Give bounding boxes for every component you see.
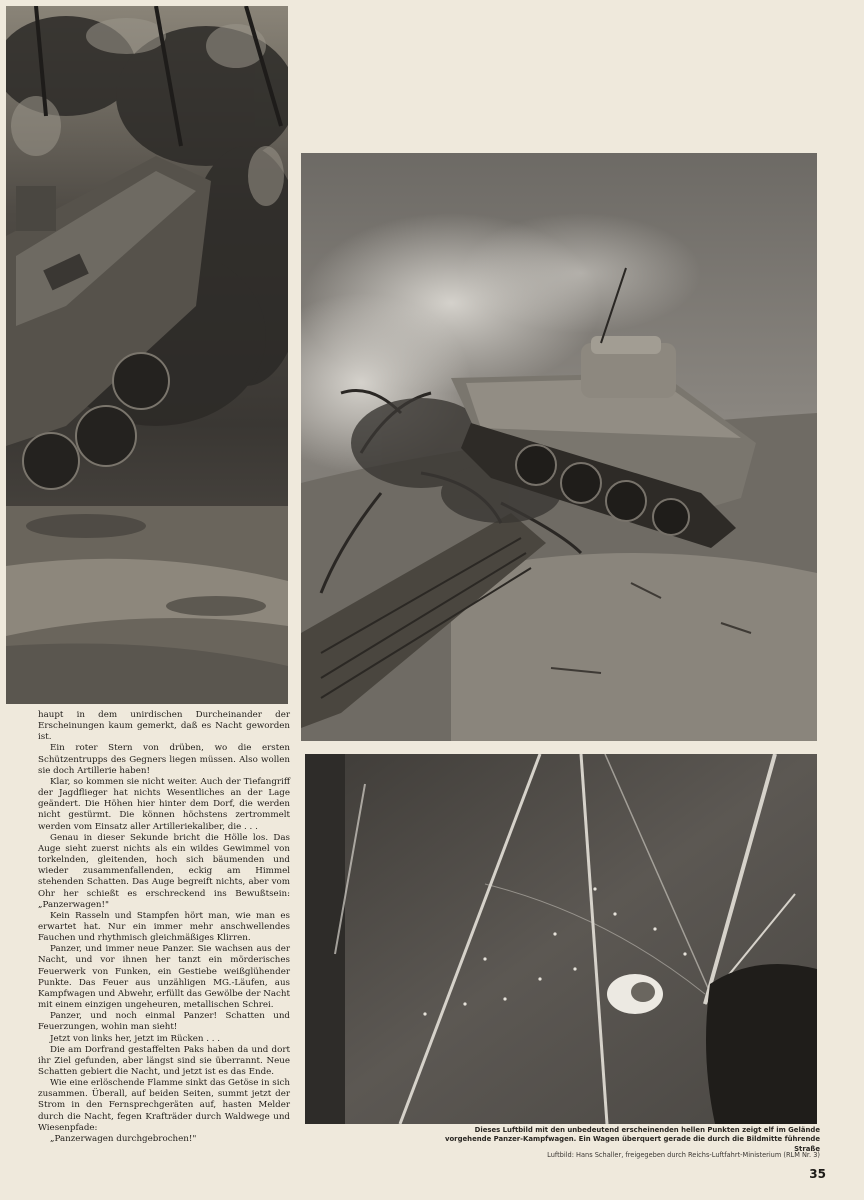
photo-aerial-image — [305, 754, 817, 1124]
article-paragraph: Kein Rasseln und Stampfen hört man, wie man es erwartet hat. Nur ein immer mehr anschwellendes Fauchen und rhythmisch gleichmäßiges Klirren. — [38, 910, 290, 944]
article-paragraph: haupt in dem unirdischen Durcheinander der Erscheinungen kaum gemerkt, daß es Nacht geworden ist. — [38, 710, 290, 743]
article-paragraph: Panzer, und immer neue Panzer. Sie wachsen aus der Nacht, und vor ihnen her tanzt ein mörderisches Feuerwerk von Funken, ein Gestiebe weißglühender Punkte. Das Feuer aus unzähligen MG.-Läufen, aus Kampfwagen und Abwehr, erfüllt das Gewölbe der Nacht mit einem einzigen ungeheuren, metallischen Schrei. — [38, 944, 290, 1011]
article-paragraph: Genau in dieser Sekunde bricht die Hölle los. Das Auge sieht zuerst nichts als ein wildes Gewimmel von torkelnden, gleitenden, hoch sich bäumenden und wieder zusammenfallenden, eckig am Himmel stehenden Schatten. Das Auge begreift nichts, aber vom Ohr her schießt es erschreckend ins Bewußtsein: „Panzerwagen!" — [38, 832, 290, 910]
article-paragraph: Panzer, und noch einmal Panzer! Schatten und Feuerzungen, wohin man sieht! — [38, 1011, 290, 1033]
article-paragraph: „Panzerwagen durchgebrochen!" — [50, 1133, 197, 1144]
photo-aerial-view — [305, 754, 817, 1124]
photo-armored-vehicle-in-woods — [6, 6, 288, 704]
photo-tank-over-tree — [301, 153, 817, 741]
article-paragraph: Ein roter Stern von drüben, wo die ersten Schützentrupps des Gegners liegen müssen. Also wollen sie doch Artillerie haben! — [38, 743, 290, 776]
article-paragraph: Die am Dorfrand gestaffelten Paks haben da und dort ihr Ziel gefunden, aber längst sind sie überrannt. Neue Schatten gebiert die Nacht, und jetzt ist es das Ende. — [38, 1044, 290, 1077]
aerial-photo-caption: Dieses Luftbild mit den unbedeutend erscheinenden hellen Punkten zeigt elf im Gelände vorgehende Panzer-Kampfwagen. Ein Wagen überquert gerade die durch die Bildmitte führende Straße — [444, 1126, 820, 1153]
page-number: 35 — [809, 1167, 826, 1181]
article-paragraph: Klar, so kommen sie nicht weiter. Auch der Tiefangriff der Jagdflieger hat nichts Wesentliches an der Lage geändert. Die Höhen hier hinter dem Dorf, die werden nicht gestürmt. Die können höchstens zertrommelt werden vom Einsatz aller Artilleriekaliber, die . . . — [38, 776, 290, 832]
article-body — [38, 710, 290, 1145]
article-paragraph: Jetzt von links her, jetzt im Rücken . . . — [50, 1033, 221, 1044]
photo-credit: Luftbild: Hans Schaller, freigegeben durch Reichs-Luftfahrt-Ministerium (RLM Nr. 3) — [547, 1151, 820, 1159]
photo-tank-image — [301, 153, 817, 741]
article-paragraph: Wie eine erlöschende Flamme sinkt das Getöse in sich zusammen. Überall, auf beiden Seiten, summt jetzt der Strom in den Fernsprechgeräten auf, hasten Melder durch die Nacht, fegen Krafträder durch Waldwege und Wiesenpfade: — [38, 1078, 290, 1133]
photo-armored-vehicle-image — [6, 6, 288, 704]
